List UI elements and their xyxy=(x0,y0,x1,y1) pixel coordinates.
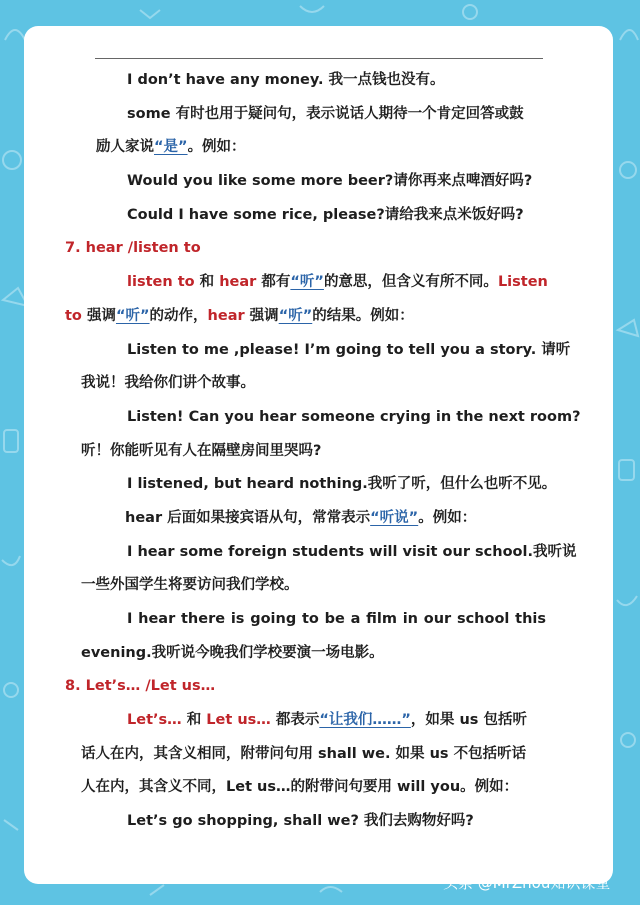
document-page xyxy=(24,26,613,884)
example-line: Would you like some more beer?请你再来点啤酒好吗? xyxy=(127,173,533,190)
example-line: Let’s go shopping, shall we? 我们去购物好吗? xyxy=(127,813,474,830)
text-line: some 有时也用于疑问句，表示说话人期待一个肯定回答或鼓 xyxy=(127,105,524,122)
example-line: evening.我听说今晚我们学校要演一场电影。 xyxy=(81,644,384,661)
text-line: I don’t have any money. 我一点钱也没有。 xyxy=(127,72,445,88)
keyword-listen: “听” xyxy=(278,307,313,324)
text-line: 话人在内，其含义相同，附带问句用 shall we. 如果 us 不包括听话 xyxy=(81,745,527,762)
keyword-yes: “是” xyxy=(154,139,188,156)
example-line: I hear there is going to be a film in our school this xyxy=(127,611,546,627)
text-line: to 强调“听”的动作，hear 强调“听”的结果。例如： xyxy=(65,307,414,324)
example-line: 我说！我给你们讲个故事。 xyxy=(81,375,255,392)
example-line: 一些外国学生将要访问我们学校。 xyxy=(81,577,299,594)
example-line: Could I have some rice, please?请给我来点米饭好吗? xyxy=(127,206,524,223)
document-content xyxy=(65,64,581,839)
keyword-let-us: “让我们……” xyxy=(319,712,411,729)
example-line: Listen to me ,please! I’m going to tell you a story. 请听 xyxy=(127,341,571,358)
watermark: 头条 @MrZhou知识课堂 xyxy=(443,874,611,892)
text-line: Let’s… 和 Let us… 都表示“让我们……”，如果 us 包括听 xyxy=(127,712,527,729)
example-line: I listened, but heard nothing.我听了听，但什么也听不见。 xyxy=(127,476,557,493)
section-heading-8: 8. Let’s… /Let us… xyxy=(65,678,216,695)
text-line: 人在内，其含义不同，Let us…的附带问句要用 will you。例如： xyxy=(81,779,519,796)
example-line: Listen! Can you hear someone crying in the next room? xyxy=(127,408,581,425)
text-line: listen to 和 hear 都有“听”的意思，但含义有所不同。Listen xyxy=(127,274,548,291)
keyword-hearsay: “听说” xyxy=(370,509,419,526)
keyword-listen: “听” xyxy=(115,307,150,324)
text-line: hear 后面如果接宾语从句，常常表示“听说”。例如： xyxy=(125,509,477,526)
text-line: 励人家说“是”。例如： xyxy=(96,139,246,156)
top-rule xyxy=(95,58,543,59)
section-heading-7: 7. hear /listen to xyxy=(65,240,201,257)
example-line: 听！你能听见有人在隔壁房间里哭吗? xyxy=(81,442,322,459)
example-line: I hear some foreign students will visit our school.我听说 xyxy=(127,543,577,560)
keyword-listen: “听” xyxy=(290,274,324,291)
